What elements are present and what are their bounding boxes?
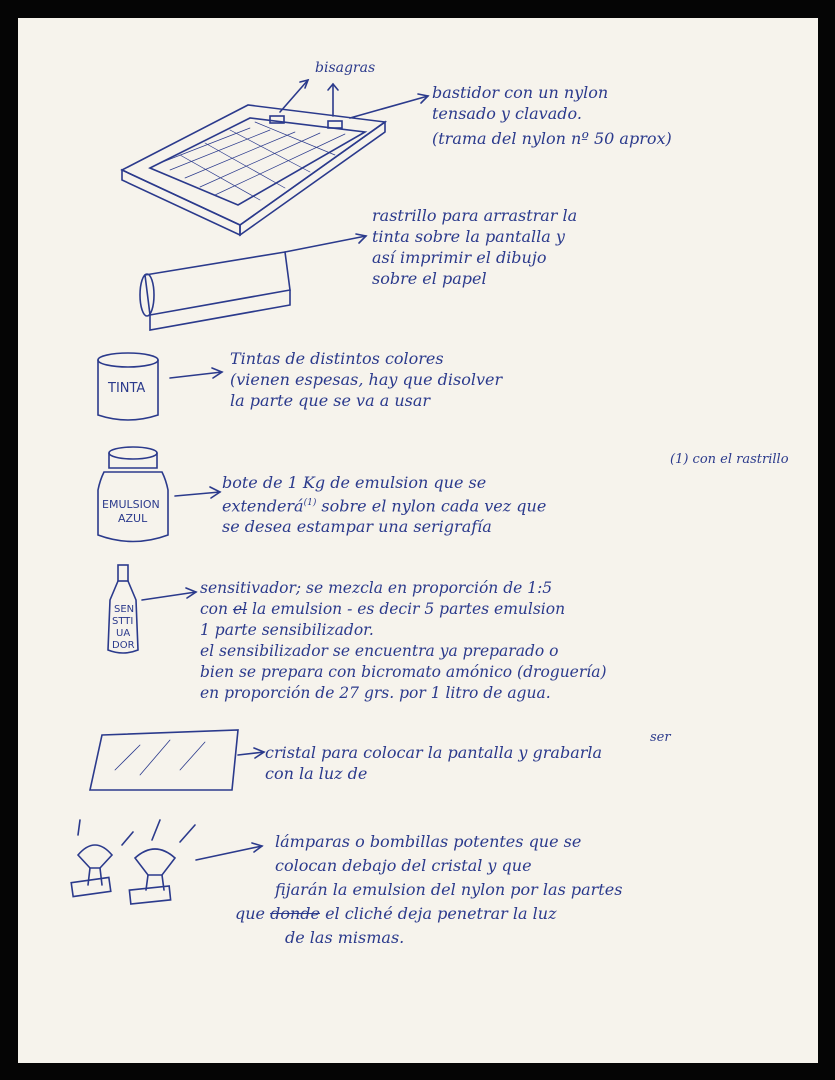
ink-line-2: (vienen espesas, hay que disolver bbox=[230, 370, 503, 389]
footnote-mark: (1) bbox=[303, 498, 317, 508]
lamps-line-5: de las mismas. bbox=[285, 928, 405, 947]
emulsion-description bbox=[222, 472, 546, 537]
sensitizer-line-5: bien se prepara con bicromato amónico (droguería) bbox=[200, 663, 607, 681]
sensitizer-description bbox=[200, 578, 607, 704]
lamps-line-1: lámparas o bombillas potentes que se bbox=[275, 832, 582, 851]
sensitizer-label-2: STTI bbox=[112, 616, 134, 627]
ink-description bbox=[230, 348, 502, 411]
sensitizer-line-3: 1 parte sensibilizador. bbox=[200, 621, 374, 639]
lamps-struck-word: donde bbox=[270, 904, 320, 923]
squeegee-sketch bbox=[140, 234, 366, 330]
emulsion-footnote bbox=[670, 452, 790, 467]
ink-line-3: la parte que se va a usar bbox=[230, 391, 431, 410]
ink-can-label: TINTA bbox=[108, 381, 146, 396]
sensitizer-line-2 bbox=[200, 599, 607, 620]
glass-line-1: cristal para colocar la pantalla y grabarla bbox=[265, 743, 603, 762]
squeegee-line-3: así imprimir el dibujo bbox=[372, 248, 547, 267]
emulsion-line-2a: extenderá bbox=[222, 496, 304, 516]
emulsion-line-1: bote de 1 Kg de emulsion que se bbox=[222, 473, 487, 492]
glass-insert-word bbox=[650, 730, 671, 745]
ink-line-1: Tintas de distintos colores bbox=[230, 349, 444, 368]
sensitizer-label-3: UA bbox=[116, 628, 131, 639]
footnote-text: (1) con el rastrillo bbox=[670, 452, 789, 467]
squeegee-description bbox=[372, 205, 577, 289]
emulsion-line-2 bbox=[222, 493, 546, 516]
glass-insert-text: ser bbox=[650, 730, 671, 745]
emulsion-label-1: EMULSION bbox=[102, 498, 160, 511]
emulsion-jar-sketch bbox=[98, 447, 220, 542]
sensitizer-line-6: en proporción de 27 grs. por 1 litro de agua. bbox=[200, 684, 551, 702]
lamps-description bbox=[235, 830, 622, 950]
sensitizer-line-4: el sensibilizador se encuentra ya preparado o bbox=[200, 642, 559, 660]
frame-line-2: tensado y clavado. bbox=[432, 104, 582, 123]
lamps-line-4b: el cliché deja penetrar la luz bbox=[320, 904, 557, 923]
sensitizer-line-1: sensitivador; se mezcla en proporción de 1:5 bbox=[200, 579, 553, 597]
hinge-label bbox=[315, 58, 375, 79]
lamps-line-4a: que bbox=[235, 904, 271, 923]
glass-sketch bbox=[90, 730, 264, 790]
frame-description bbox=[432, 82, 672, 149]
lamps-line-2: colocan debajo del cristal y que bbox=[275, 856, 532, 875]
lamps-sketch bbox=[71, 820, 262, 904]
emulsion-line-3: se desea estampar una serigrafía bbox=[222, 517, 492, 537]
frame-line-1: bastidor con un nylon bbox=[432, 83, 609, 102]
squeegee-line-1: rastrillo para arrastrar la bbox=[372, 206, 578, 225]
emulsion-line-2b: sobre el nylon cada vez que bbox=[316, 496, 547, 516]
squeegee-line-2: tinta sobre la pantalla y bbox=[372, 227, 565, 246]
sensitizer-line-2b: la emulsion - es decir 5 partes emulsion bbox=[247, 600, 566, 618]
lamps-line-4 bbox=[235, 902, 622, 926]
sensitizer-line-2a: con bbox=[200, 600, 233, 618]
squeegee-line-4: sobre el papel bbox=[372, 269, 487, 288]
frame-line-3: (trama del nylon nº 50 aprox) bbox=[432, 129, 672, 148]
glass-description bbox=[265, 742, 602, 784]
emulsion-label-2: AZUL bbox=[118, 512, 148, 525]
glass-line-2: con la luz de bbox=[265, 764, 368, 783]
sensitizer-label-4: DOR bbox=[112, 640, 135, 651]
lamps-line-3: fijarán la emulsion del nylon por las partes bbox=[275, 880, 623, 899]
sensitizer-struck-word: el bbox=[232, 600, 248, 618]
sensitizer-label-1: SEN bbox=[114, 604, 135, 615]
hinge-label-text: bisagras bbox=[315, 60, 376, 76]
